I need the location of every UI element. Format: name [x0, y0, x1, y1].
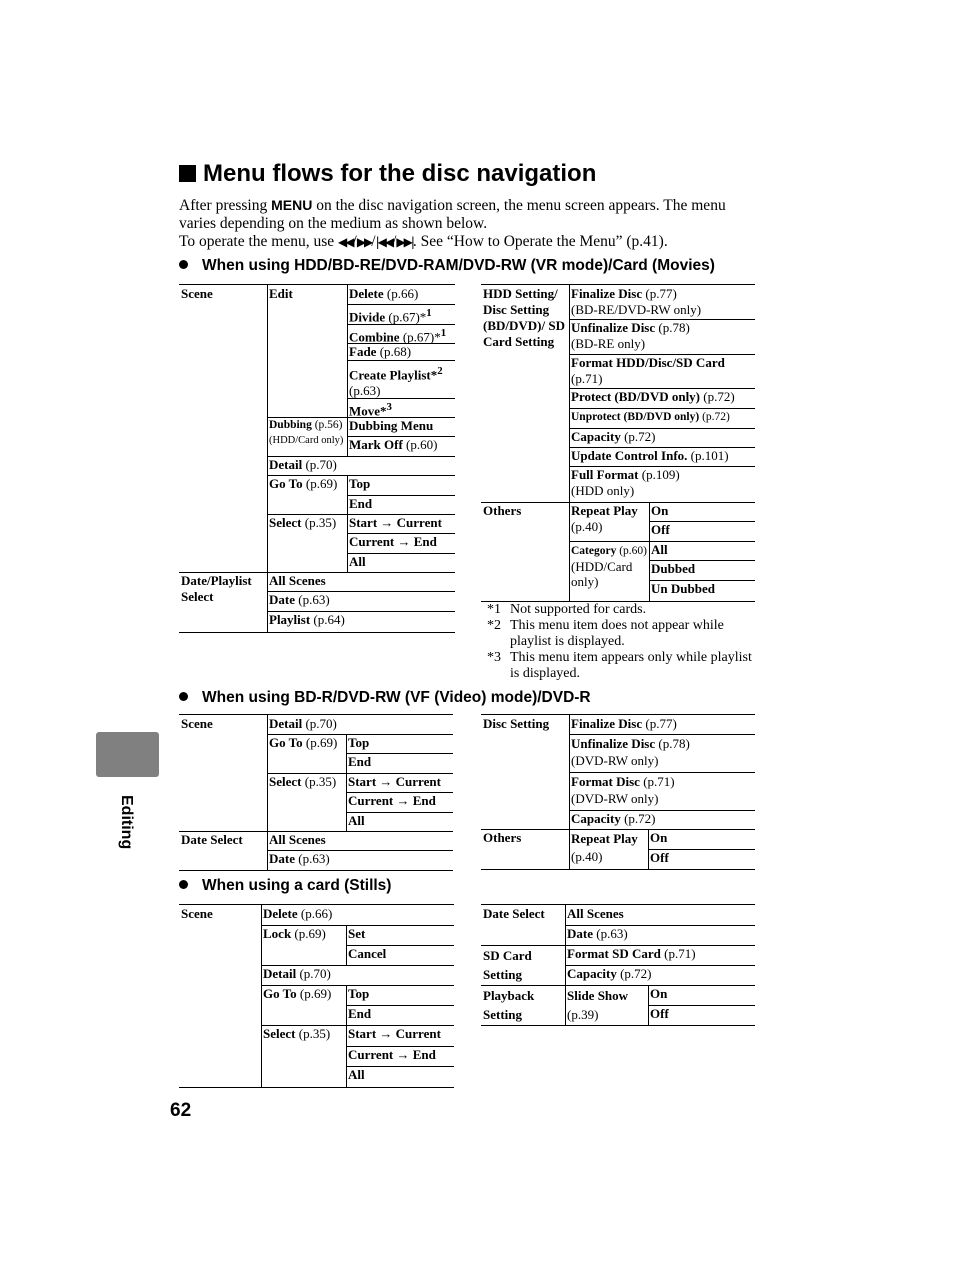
cell-scene: Scene: [181, 906, 213, 921]
cell-date-playlist-select: Date/Playlist Select: [181, 573, 252, 604]
footnote: *3 This menu item appears only while playlist is displayed.: [487, 650, 752, 681]
cell-dubbed: Dubbed: [651, 561, 696, 576]
cell-detail: Detail (p.70): [269, 716, 337, 731]
cell-hdd-setting: HDD Setting/ Disc Setting (BD/DVD)/ SD Card Setting: [483, 286, 565, 349]
cell-move: Move*$^3$: [349, 401, 392, 419]
cell-date-select: Date Select: [181, 832, 243, 847]
cell-create-playlist: Create Playlist*$^2$ (p.63): [349, 365, 443, 399]
cell-capacity: Capacity (p.72): [571, 429, 656, 444]
cell-capacity: Capacity (p.72): [567, 966, 652, 981]
cell-full-format: Full Format (p.109) (HDD only): [571, 467, 680, 498]
cell-detail: Detail (p.70): [269, 457, 337, 472]
cell-top: Top: [348, 986, 370, 1001]
cell-mark-off: Mark Off (p.60): [349, 437, 438, 452]
cell-all-scenes: All Scenes: [269, 573, 326, 588]
cell-all-scenes: All Scenes: [269, 832, 326, 847]
cell-divide: Divide (p.67)*$^1$: [349, 307, 432, 325]
skip-forward-icon: ▶▶|: [396, 235, 413, 249]
footnote: *2 This menu item does not appear while playlist is displayed.: [487, 618, 724, 649]
cell-format: Format Disc (p.71) (DVD-RW only): [571, 774, 675, 806]
fast-forward-icon: ▶▶: [356, 235, 372, 249]
cell-off: Off: [650, 850, 669, 865]
cell-playlist: Playlist (p.64): [269, 612, 345, 627]
cell-scene: Scene: [181, 286, 213, 301]
cell-start-current: Start → Current: [348, 1026, 441, 1041]
cell-playback-setting: Playback Setting: [483, 988, 535, 1022]
cell-current-end: Current → End: [348, 1047, 436, 1062]
footnote: *1 Not supported for cards.: [487, 602, 647, 617]
cell-on: On: [650, 830, 668, 845]
cell-finalize: Finalize Disc (p.77) (BD-RE/DVD-RW only): [571, 286, 702, 317]
cell-delete: Delete (p.66): [263, 906, 333, 921]
cell-format-sd: Format SD Card (p.71): [567, 946, 696, 961]
cell-unfinalize: Unfinalize Disc (p.78) (DVD-RW only): [571, 736, 690, 768]
cell-all: All: [348, 813, 365, 828]
cell-goto: Go To (p.69): [269, 735, 338, 750]
cell-un-dubbed: Un Dubbed: [651, 581, 715, 596]
cell-start-current: Start → Current: [349, 515, 442, 530]
cell-all-scenes: All Scenes: [567, 906, 624, 921]
cell-current-end: Current → End: [348, 793, 436, 808]
cell-repeat-play: Repeat Play (p.40): [571, 831, 638, 864]
cell-select: Select (p.35): [269, 515, 337, 530]
chapter-tab: [96, 732, 159, 777]
cell-combine: Combine (p.67)*$^1$: [349, 327, 447, 345]
cell-edit: Edit: [269, 286, 293, 301]
cell-date: Date (p.63): [269, 851, 330, 866]
cell-unfinalize: Unfinalize Disc (p.78) (BD-RE only): [571, 320, 690, 351]
cell-goto: Go To (p.69): [263, 986, 332, 1001]
intro-text: After pressing MENU on the disc navigation screen, the menu screen appears. The menu varies depending on the medium as shown below. To operate the menu, use ◀◀/▶▶/|◀◀/▶▶|. See “How to Operate the Menu” (p.41).: [179, 197, 726, 250]
table-stills-settings: [481, 904, 755, 1026]
table-stills-scene: [179, 904, 454, 1088]
cell-unprotect: Unprotect (BD/DVD only) (p.72): [571, 411, 730, 423]
cell-update: Update Control Info. (p.101): [571, 448, 729, 463]
cell-goto: Go To (p.69): [269, 476, 338, 491]
cell-select: Select (p.35): [263, 1026, 331, 1041]
bullet-icon: [179, 880, 188, 889]
cell-dubbing-menu: Dubbing Menu: [349, 418, 434, 433]
table-video-scene: [179, 714, 453, 871]
cell-top: Top: [349, 476, 371, 491]
cell-detail: Detail (p.70): [263, 966, 331, 981]
cell-end: End: [348, 754, 372, 769]
cell-on: On: [650, 986, 668, 1001]
rewind-icon: ◀◀: [338, 235, 353, 249]
table-video-settings: [481, 714, 755, 870]
cell-cancel: Cancel: [348, 946, 387, 961]
cell-end: End: [348, 1006, 372, 1021]
cell-finalize: Finalize Disc (p.77): [571, 716, 677, 731]
cell-scene: Scene: [181, 716, 213, 731]
square-bullet-icon: [179, 165, 196, 182]
cell-select: Select (p.35): [269, 774, 337, 789]
section-heading-movies: When using HDD/BD-RE/DVD-RAM/DVD-RW (VR mode)/Card (Movies): [179, 257, 715, 275]
cell-others: Others: [483, 830, 522, 845]
cell-date: Date (p.63): [567, 926, 628, 941]
skip-back-icon: |◀◀: [375, 235, 393, 249]
cell-lock: Lock (p.69): [263, 926, 326, 941]
cell-repeat-play: Repeat Play (p.40): [571, 503, 638, 534]
cell-all: All: [349, 554, 366, 569]
cell-top: Top: [348, 735, 370, 750]
cell-disc-setting: Disc Setting: [483, 716, 550, 731]
cell-date-select: Date Select: [483, 906, 545, 921]
table-movies-scene: [179, 284, 455, 633]
chapter-label: Editing: [118, 795, 135, 850]
cell-others: Others: [483, 503, 522, 518]
page-title: Menu flows for the disc navigation: [179, 160, 596, 188]
cell-sd-card-setting: SD Card Setting: [483, 948, 532, 982]
cell-current-end: Current → End: [349, 534, 437, 549]
cell-off: Off: [651, 522, 670, 537]
cell-start-current: Start → Current: [348, 774, 441, 789]
cell-off: Off: [650, 1006, 669, 1021]
section-heading-stills: When using a card (Stills): [179, 877, 391, 895]
cell-capacity: Capacity (p.72): [571, 811, 656, 826]
cell-all: All: [348, 1067, 365, 1082]
footnotes: [487, 602, 757, 682]
cell-format: Format HDD/Disc/SD Card (p.71): [571, 355, 725, 386]
cell-end: End: [349, 496, 373, 511]
cell-cat-all: All: [651, 542, 668, 557]
cell-protect: Protect (BD/DVD only) (p.72): [571, 389, 735, 404]
menu-button-label: MENU: [271, 197, 313, 213]
cell-category: Category (p.60) (HDD/Card only): [571, 545, 648, 589]
bullet-icon: [179, 260, 188, 269]
bullet-icon: [179, 692, 188, 701]
cell-fade: Fade (p.68): [349, 344, 412, 359]
cell-set: Set: [348, 926, 366, 941]
cell-date: Date (p.63): [269, 592, 330, 607]
cell-on: On: [651, 503, 669, 518]
cell-delete: Delete (p.66): [349, 286, 419, 301]
cell-slide-show: Slide Show (p.39): [567, 988, 629, 1022]
cell-dubbing: Dubbing (p.56) (HDD/Card only): [269, 419, 344, 446]
table-movies-settings: [481, 284, 755, 602]
section-heading-video-mode: When using BD-R/DVD-RW (VF (Video) mode)/DVD-R: [179, 689, 591, 707]
page-number: 62: [170, 1100, 192, 1121]
